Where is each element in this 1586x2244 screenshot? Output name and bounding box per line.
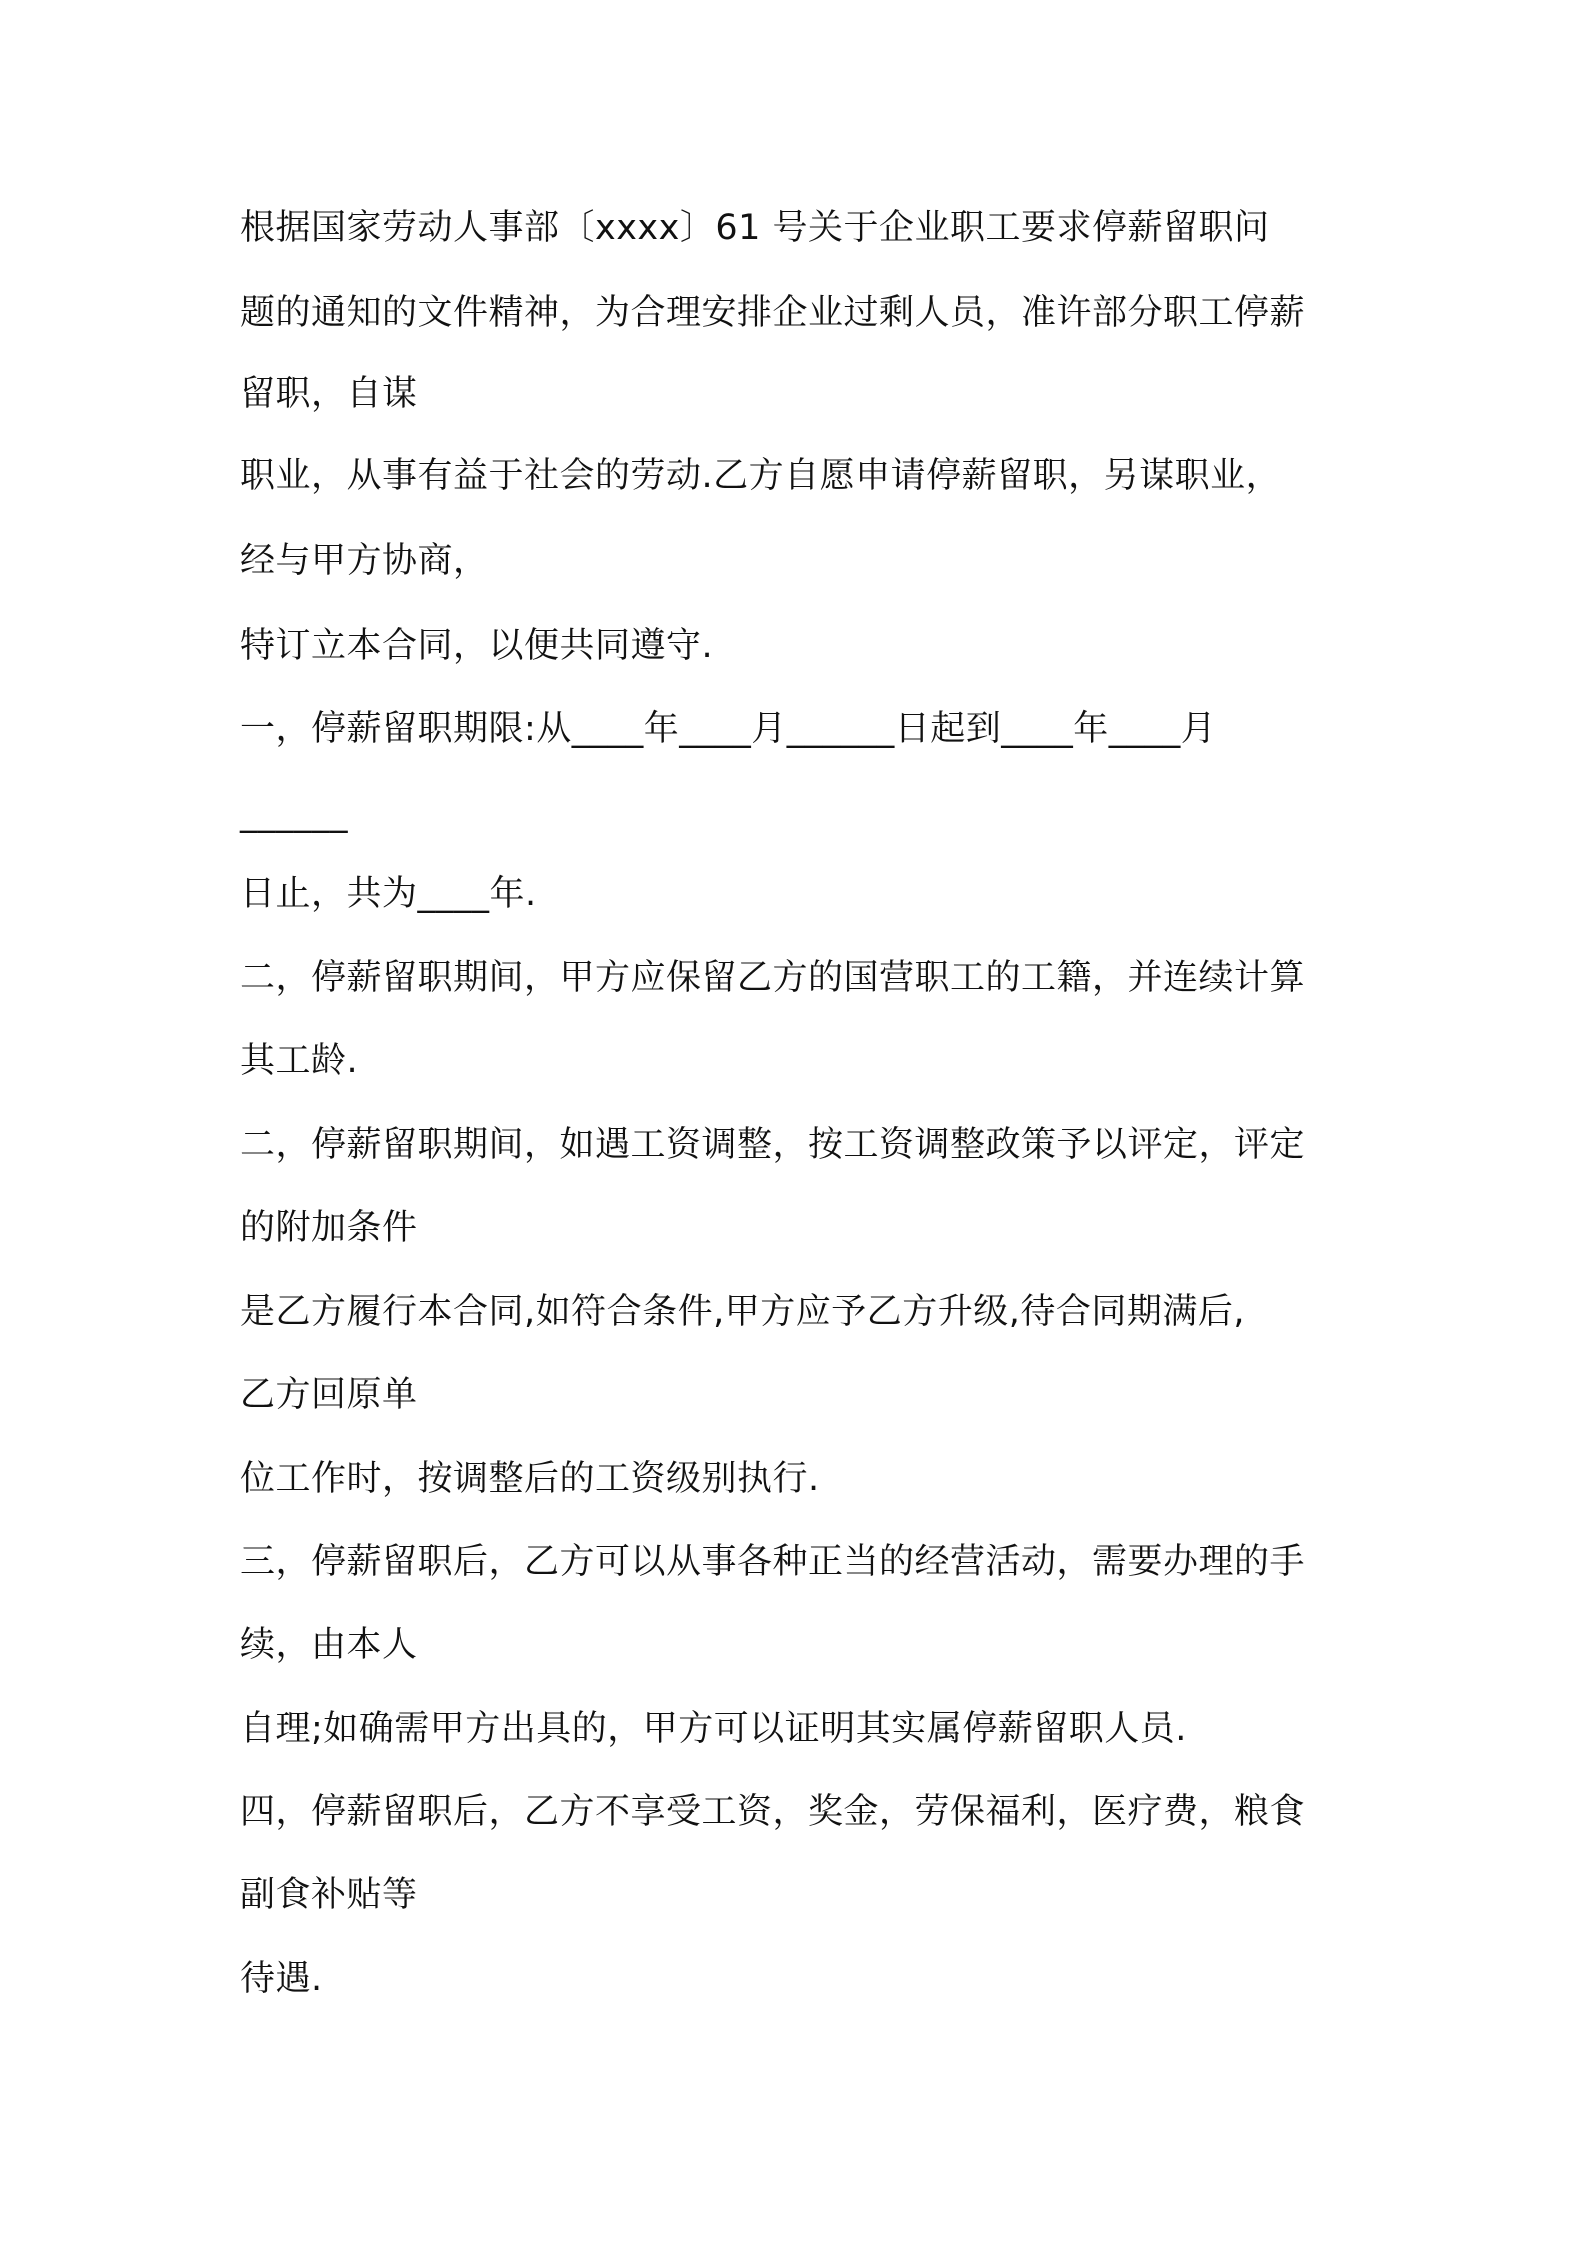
document-body — [240, 0, 1400, 2244]
text-line: ______ — [240, 794, 348, 834]
text-line: 是乙方履行本合同,如符合条件,甲方应予乙方升级,待合同期满后, — [240, 1292, 1246, 1332]
text-line: 经与甲方协商， — [240, 541, 489, 581]
text-line: 二，停薪留职期间，如遇工资调整，按工资调整政策予以评定，评定 — [240, 1125, 1306, 1165]
text-line: 续，由本人 — [240, 1625, 418, 1665]
text-line: 副食补贴等 — [240, 1875, 418, 1915]
text-line: 的附加条件 — [240, 1208, 418, 1248]
text-line: 位工作时，按调整后的工资级别执行. — [240, 1459, 820, 1499]
text-line: 根据国家劳动人事部〔xxxx〕61 号关于企业职工要求停薪留职问 — [240, 208, 1270, 248]
text-line: 职业，从事有益于社会的劳动.乙方自愿申请停薪留职，另谋职业， — [240, 456, 1282, 496]
text-line: 自理;如确需甲方出具的，甲方可以证明其实属停薪留职人员. — [240, 1709, 1187, 1749]
text-line: 留职，自谋 — [240, 374, 418, 414]
text-line: 待遇. — [240, 1959, 323, 1999]
text-line: 一，停薪留职期限:从____年____月______日起到____年____月 — [240, 709, 1217, 749]
text-line: 题的通知的文件精神，为合理安排企业过剩人员，准许部分职工停薪 — [240, 293, 1306, 333]
text-line: 二，停薪留职期间，甲方应保留乙方的国营职工的工籍，并连续计算 — [240, 958, 1306, 998]
text-line: 特订立本合同，以便共同遵守. — [240, 626, 714, 666]
text-line: 三，停薪留职后，乙方可以从事各种正当的经营活动，需要办理的手 — [240, 1542, 1306, 1582]
text-line: 四，停薪留职后，乙方不享受工资，奖金，劳保福利，医疗费，粮食 — [240, 1792, 1306, 1832]
text-line: 其工龄. — [240, 1041, 359, 1081]
text-line: 乙方回原单 — [240, 1375, 418, 1415]
text-line: 日止，共为____年. — [240, 874, 537, 914]
